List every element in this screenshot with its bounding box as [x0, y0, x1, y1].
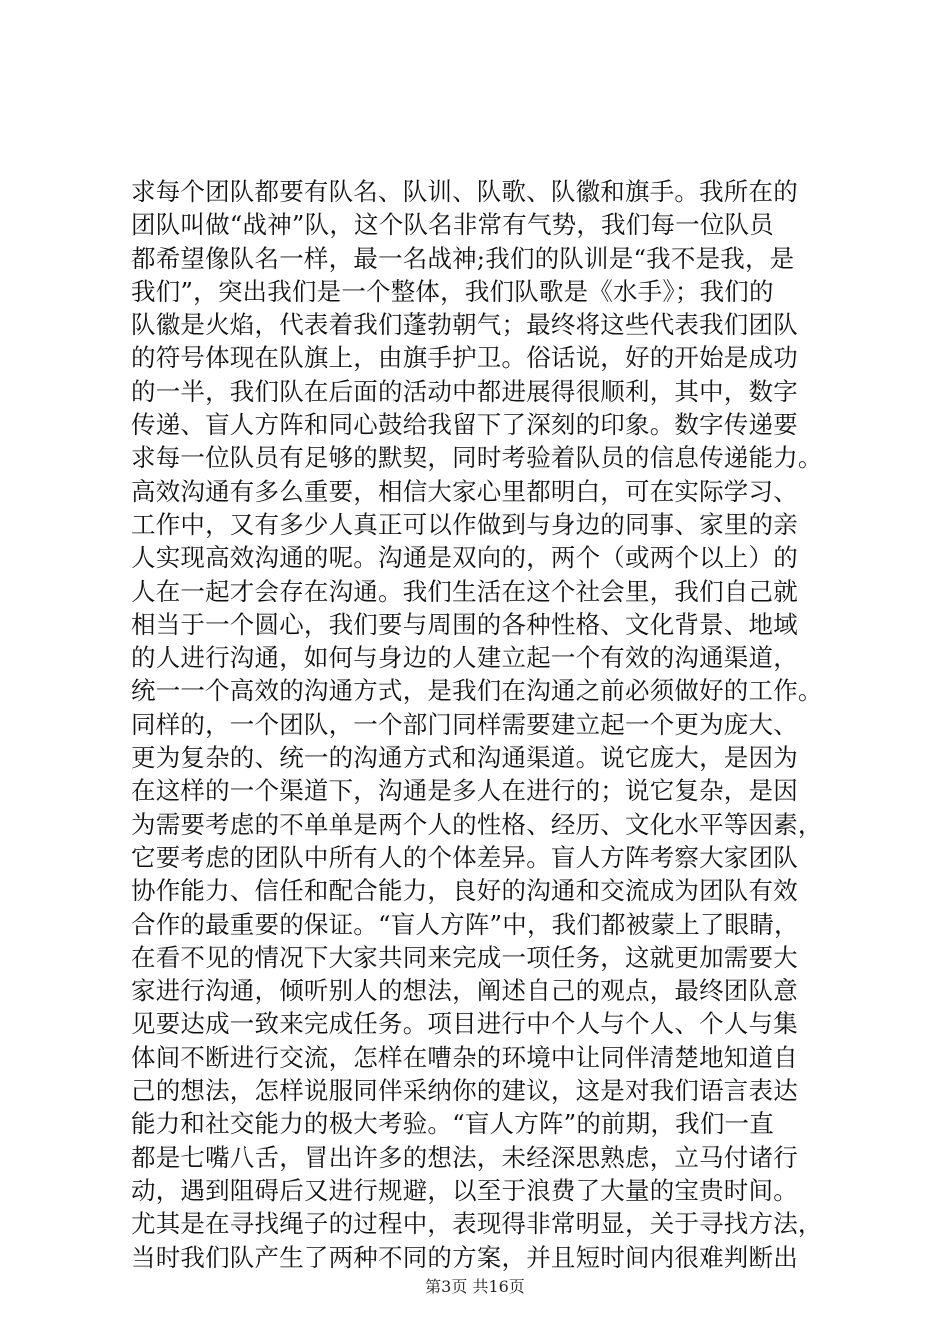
text-line: 我们”，突出我们是一个整体，我们队歌是《水手》；我们的	[131, 276, 774, 306]
text-line: 的符号体现在队旗上，由旗手护卫。俗话说，好的开始是成功	[131, 343, 798, 373]
text-line: 团队叫做“战神”队，这个队名非常有气势，我们每一位队员	[131, 210, 774, 240]
text-line: 尤其是在寻找绳子的过程中，表现得非常明显，关于寻找方法，	[131, 1209, 823, 1239]
text-line: 当时我们队产生了两种不同的方案，并且短时间内很难判断出	[131, 1242, 798, 1272]
text-line: 为需要考虑的不单单是两个人的性格、经历、文化水平等因素，	[131, 809, 823, 839]
text-line: 更为复杂的、统一的沟通方式和沟通渠道。说它庞大，是因为	[131, 743, 798, 773]
text-line: 合作的最重要的保证。“盲人方阵”中，我们都被蒙上了眼睛，	[131, 909, 799, 939]
text-line: 它要考虑的团队中所有人的个体差异。盲人方阵考察大家团队	[131, 842, 798, 872]
text-line: 工作中，又有多少人真正可以作做到与身边的同事、家里的亲	[131, 509, 798, 539]
text-line: 协作能力、信任和配合能力，良好的沟通和交流成为团队有效	[131, 876, 798, 906]
text-line: 队徽是火焰，代表着我们蓬勃朝气；最终将这些代表我们团队	[131, 310, 798, 340]
body-text	[131, 175, 831, 1274]
text-line: 见要达成一致来完成任务。项目进行中个人与个人、个人与集	[131, 1009, 798, 1039]
page-number-footer: 第3页 共16页	[425, 1277, 525, 1296]
text-line: 都是七嘴八舌，冒出许多的想法，未经深思熟虑，立马付诸行	[131, 1142, 798, 1172]
text-line: 人实现高效沟通的呢。沟通是双向的，两个（或两个以上）的	[131, 543, 798, 573]
text-line: 求每一位队员有足够的默契，同时考验着队员的信息传递能力。	[131, 443, 823, 473]
text-line: 在看不见的情况下大家共同来完成一项任务，这就更加需要大	[131, 942, 798, 972]
text-line: 求每个团队都要有队名、队训、队歌、队徽和旗手。我所在的	[131, 177, 798, 206]
text-line: 家进行沟通，倾听别人的想法，阐述自己的观点，最终团队意	[131, 976, 798, 1006]
text-line: 己的想法，怎样说服同伴采纳你的建议，这是对我们语言表达	[131, 1076, 798, 1106]
text-line: 人在一起才会存在沟通。我们生活在这个社会里，我们自己就	[131, 576, 798, 606]
text-line: 同样的，一个团队，一个部门同样需要建立起一个更为庞大、	[131, 709, 798, 739]
text-line: 的人进行沟通，如何与身边的人建立起一个有效的沟通渠道，	[131, 643, 798, 673]
text-line: 传递、盲人方阵和同心鼓给我留下了深刻的印象。数字传递要	[131, 410, 798, 440]
text-line: 在这样的一个渠道下，沟通是多人在进行的；说它复杂，是因	[131, 776, 798, 806]
text-line: 相当于一个圆心，我们要与周围的各种性格、文化背景、地域	[131, 609, 798, 639]
text-line: 都希望像队名一样，最一名战神;我们的队训是“我不是我，是	[131, 243, 795, 273]
text-line: 动，遇到阻碍后又进行规避，以至于浪费了大量的宝贵时间。	[131, 1175, 798, 1205]
text-line: 的一半，我们队在后面的活动中都进展得很顺利，其中，数字	[131, 376, 798, 406]
text-line: 高效沟通有多么重要，相信大家心里都明白，可在实际学习、	[131, 476, 798, 506]
text-line: 统一一个高效的沟通方式，是我们在沟通之前必须做好的工作。	[131, 676, 823, 706]
text-line: 体间不断进行交流，怎样在嘈杂的环境中让同伴清楚地知道自	[131, 1042, 798, 1072]
text-line: 能力和社交能力的极大考验。“盲人方阵”的前期，我们一直	[131, 1109, 774, 1139]
